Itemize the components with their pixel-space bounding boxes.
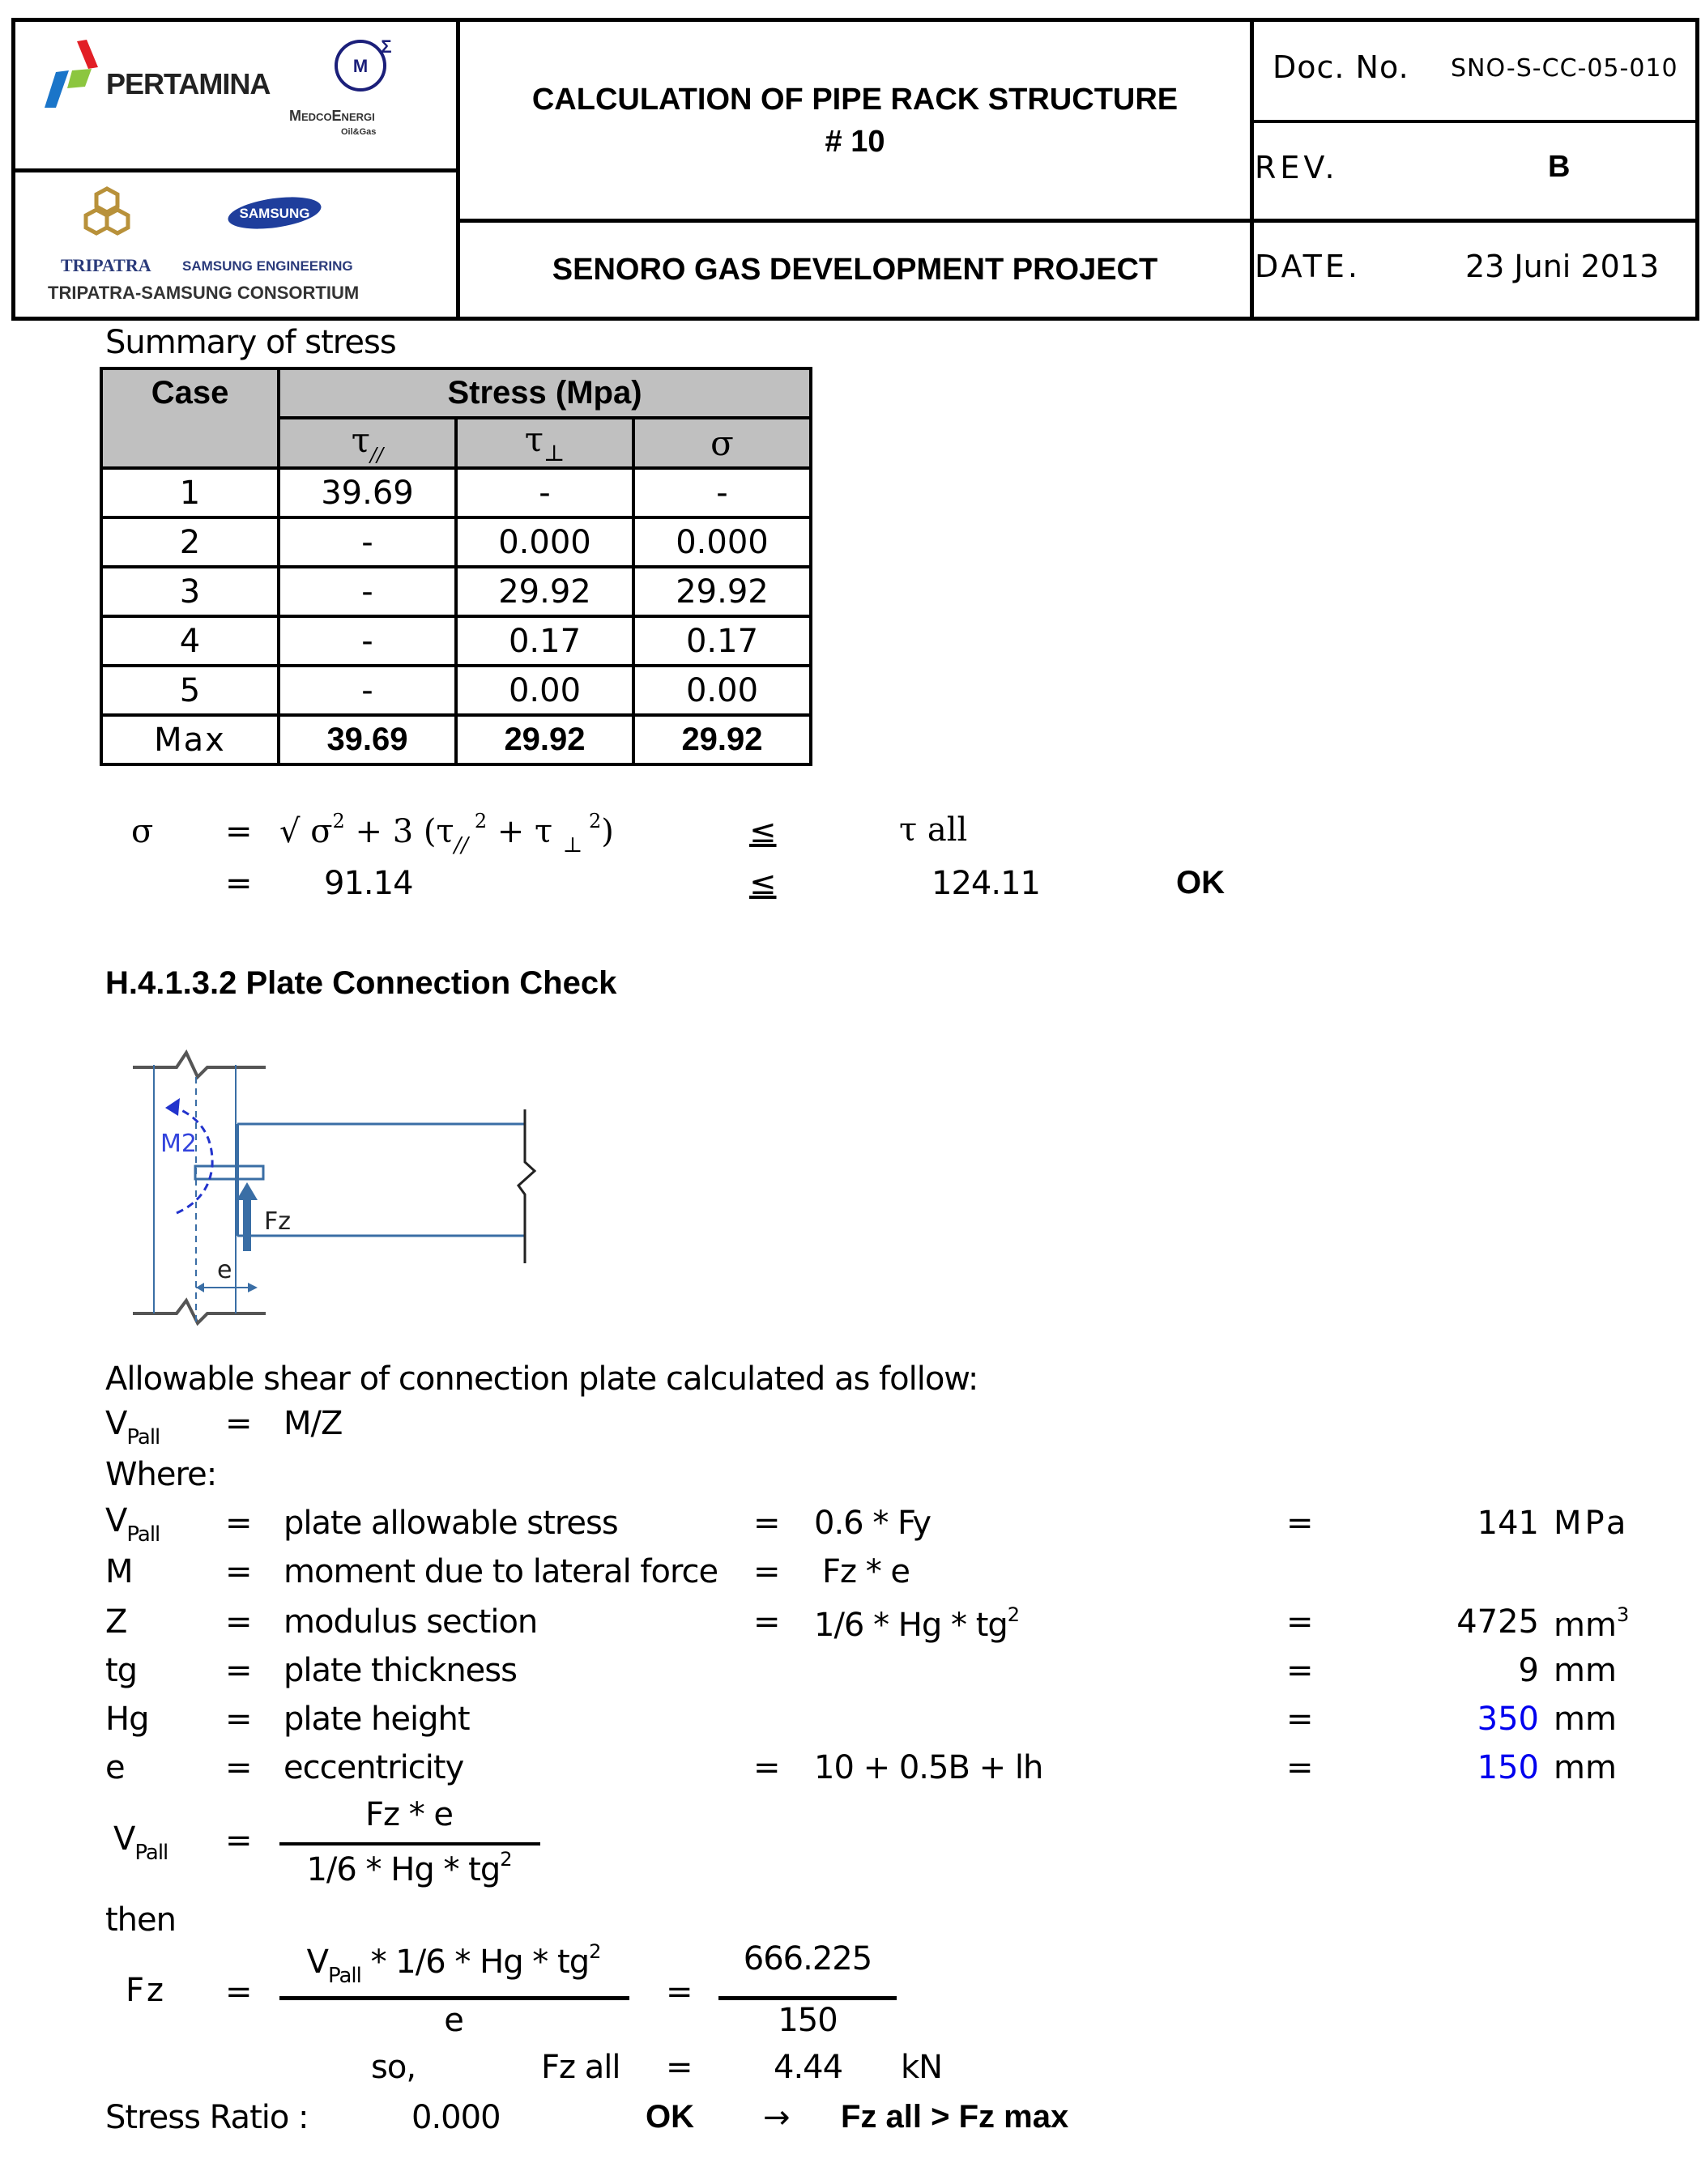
def-value: 4725 bbox=[1456, 1603, 1539, 1641]
plate-connection-diagram bbox=[122, 1028, 770, 1328]
medco-subtext: Oil&Gas bbox=[341, 127, 377, 137]
equals-sign: = bbox=[1286, 1603, 1314, 1641]
tripatra-wordmark: TRIPATRA bbox=[61, 255, 151, 275]
stress-ratio-value: 0.000 bbox=[411, 2099, 501, 2136]
table-row: 4 - 0.17 0.17 bbox=[101, 616, 811, 666]
svg-text:e: e bbox=[217, 1256, 232, 1284]
def-symbol-hg: Hg bbox=[105, 1701, 149, 1738]
col-header-stress: Stress (Mpa) bbox=[279, 368, 811, 418]
stress-summary-table bbox=[100, 367, 812, 766]
def-description: moment due to lateral force bbox=[284, 1553, 718, 1590]
samsung-logo-icon bbox=[226, 195, 323, 231]
title-block bbox=[11, 18, 1699, 321]
def-value: 9 bbox=[1518, 1652, 1539, 1689]
status-ok: OK bbox=[1176, 865, 1225, 900]
contractor-logos bbox=[15, 172, 456, 317]
fz-denominator: e bbox=[444, 2002, 463, 2039]
tripatra-logo-icon bbox=[79, 185, 135, 250]
stress-ratio-label: Stress Ratio : bbox=[105, 2099, 309, 2136]
equals-sign: = bbox=[666, 2049, 693, 2086]
summary-title: Summary of stress bbox=[105, 324, 396, 361]
def-unit: mm bbox=[1554, 1701, 1617, 1738]
table-row: 1 39.69 - - bbox=[101, 468, 811, 517]
equals-sign: = bbox=[666, 1973, 693, 2011]
client-logos bbox=[15, 22, 456, 168]
sigma-symbol: σ bbox=[131, 813, 154, 850]
def-description: eccentricity bbox=[284, 1749, 464, 1786]
status-ok: OK bbox=[646, 2099, 694, 2135]
equals-sign: = bbox=[225, 1405, 253, 1442]
vpall-symbol: $V_{Pall}$ bbox=[105, 1405, 160, 1450]
def-formula: 1/6 * Hg * $tg^2$ bbox=[814, 1603, 1020, 1644]
fz-numerator: $V_{Pall} * 1/6$ * Hg * $tg^2$ bbox=[306, 1940, 601, 1988]
equals-sign: = bbox=[753, 1749, 781, 1786]
svg-text:Σ: Σ bbox=[381, 36, 392, 57]
svg-text:Fz: Fz bbox=[264, 1207, 292, 1236]
medco-logo-icon bbox=[331, 35, 396, 108]
def-formula: 10 + 0.5B + lh bbox=[814, 1749, 1043, 1786]
fz-numerator-value: 666.225 bbox=[743, 1940, 872, 1978]
def-value: 141 bbox=[1477, 1505, 1539, 1542]
leq-sign: ≤ bbox=[749, 865, 777, 902]
svg-text:M: M bbox=[352, 56, 369, 76]
tau-allowable-label: τ all bbox=[899, 811, 968, 849]
vpall-definition: M/Z bbox=[284, 1405, 343, 1442]
combined-stress-value: 91.14 bbox=[324, 865, 413, 902]
allowable-stress-value: 124.11 bbox=[932, 865, 1040, 902]
equals-sign: = bbox=[753, 1603, 781, 1641]
def-symbol-z: Z bbox=[105, 1603, 127, 1641]
title-line-1: CALCULATION OF PIPE RACK STRUCTURE bbox=[531, 82, 1179, 117]
vpall-symbol: $V_{Pall}$ bbox=[113, 1820, 168, 1865]
col-header-sigma: σ bbox=[633, 418, 811, 468]
def-description: modulus section bbox=[284, 1603, 538, 1641]
input-plate-height[interactable]: 350 bbox=[1477, 1701, 1539, 1738]
def-symbol-vpall: $V_{Pall}$ bbox=[105, 1502, 160, 1547]
fz-denominator-value: 150 bbox=[778, 2002, 838, 2039]
def-symbol-m: M bbox=[105, 1553, 133, 1590]
equals-sign: = bbox=[225, 865, 253, 902]
fz-all-label: Fz all bbox=[541, 2049, 620, 2086]
def-symbol-tg: tg bbox=[105, 1652, 138, 1689]
fz-all-value: 4.44 bbox=[774, 2049, 843, 2086]
svg-text:M2: M2 bbox=[160, 1130, 197, 1158]
consortium-wordmark: TRIPATRA-SAMSUNG CONSORTIUM bbox=[48, 283, 360, 303]
rev-value: B bbox=[1548, 150, 1571, 184]
section-heading: H.4.1.3.2 Plate Connection Check bbox=[105, 965, 617, 1001]
so-label: so, bbox=[371, 2049, 416, 2086]
table-row-max: Max 39.69 29.92 29.92 bbox=[101, 715, 811, 764]
table-row: 3 - 29.92 29.92 bbox=[101, 567, 811, 616]
table-row: 5 - 0.00 0.00 bbox=[101, 666, 811, 715]
fraction-numerator: Fz * e bbox=[364, 1796, 454, 1833]
def-formula: Fz * e bbox=[822, 1553, 910, 1590]
equals-sign: = bbox=[753, 1505, 781, 1542]
equals-sign: = bbox=[225, 1701, 253, 1738]
svg-text:SAMSUNG: SAMSUNG bbox=[239, 206, 310, 221]
table-row: 2 - 0.000 0.000 bbox=[101, 517, 811, 567]
equals-sign: = bbox=[225, 813, 253, 850]
col-header-tau-perpendicular: $\tau_\perp$ bbox=[456, 418, 633, 468]
fz-all-unit: kN bbox=[901, 2049, 943, 2086]
equals-sign: = bbox=[1286, 1701, 1314, 1738]
document-title bbox=[460, 22, 1250, 219]
equals-sign: = bbox=[225, 1973, 253, 2011]
def-symbol-e: e bbox=[105, 1749, 125, 1786]
date-value: 23 Juni 2013 bbox=[1465, 249, 1660, 284]
fraction-bar bbox=[279, 1996, 629, 2000]
equals-sign: = bbox=[225, 1603, 253, 1641]
pertamina-wordmark: PERTAMINA bbox=[106, 67, 271, 100]
divider bbox=[1250, 219, 1695, 223]
medco-wordmark: MedcoEnergi bbox=[289, 108, 375, 124]
project-name: SENORO GAS DEVELOPMENT PROJECT bbox=[552, 253, 1158, 287]
combined-stress-formula: √ $\sigma^2 + 3$ ($\tau_{//}$ $^2$ + τ $_\perp$ $^2$) bbox=[279, 810, 614, 858]
equals-sign: = bbox=[225, 1749, 253, 1786]
def-description: plate thickness bbox=[284, 1652, 517, 1689]
leq-sign: ≤ bbox=[749, 813, 777, 850]
col-header-case: Case bbox=[101, 368, 279, 468]
equals-sign: = bbox=[1286, 1652, 1314, 1689]
equals-sign: = bbox=[225, 1822, 253, 1859]
title-line-2: # 10 bbox=[825, 124, 885, 159]
equals-sign: = bbox=[225, 1652, 253, 1689]
date-label: DATE. bbox=[1255, 249, 1361, 284]
rev-label: REV. bbox=[1255, 150, 1339, 185]
divider bbox=[1250, 120, 1695, 123]
def-unit: MPa bbox=[1554, 1505, 1630, 1542]
where-label: Where: bbox=[105, 1456, 217, 1493]
samsung-engineering-wordmark: SAMSUNG ENGINEERING bbox=[182, 258, 353, 274]
pertamina-logo-icon bbox=[45, 36, 101, 109]
intro-text: Allowable shear of connection plate calculated as follow: bbox=[105, 1360, 978, 1398]
equals-sign: = bbox=[753, 1553, 781, 1590]
arrow-right-icon: → bbox=[763, 2099, 791, 2136]
fraction-bar bbox=[718, 1996, 897, 2000]
def-description: plate allowable stress bbox=[284, 1505, 618, 1542]
divider bbox=[1250, 22, 1254, 317]
fraction-bar bbox=[279, 1842, 540, 1846]
def-unit: mm bbox=[1554, 1749, 1617, 1786]
fz-symbol: Fz bbox=[126, 1972, 167, 2009]
then-label: then bbox=[105, 1901, 176, 1939]
def-unit: mm bbox=[1554, 1652, 1617, 1689]
conclusion-text: Fz all > Fz max bbox=[841, 2099, 1069, 2135]
doc-no-value: SNO-S-CC-05-010 bbox=[1451, 54, 1678, 83]
def-description: plate height bbox=[284, 1701, 470, 1738]
def-formula: 0.6 * Fy bbox=[814, 1505, 932, 1542]
def-unit: $mm^3$ bbox=[1554, 1603, 1630, 1644]
equals-sign: = bbox=[225, 1505, 253, 1542]
input-eccentricity[interactable]: 150 bbox=[1477, 1749, 1539, 1786]
equals-sign: = bbox=[225, 1553, 253, 1590]
equals-sign: = bbox=[1286, 1749, 1314, 1786]
fraction-denominator: 1/6 * Hg * $tg^2$ bbox=[306, 1848, 512, 1888]
doc-no-label: Doc. No. bbox=[1273, 49, 1409, 85]
equals-sign: = bbox=[1286, 1505, 1314, 1542]
col-header-tau-parallel: $\tau_{//}$ bbox=[279, 418, 456, 468]
